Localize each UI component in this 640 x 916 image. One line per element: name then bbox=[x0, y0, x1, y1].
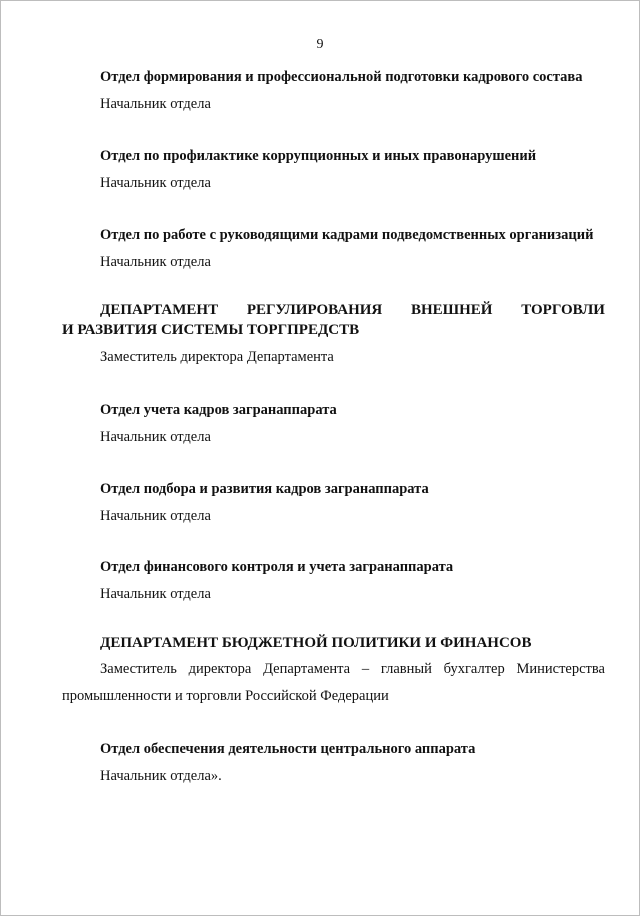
section-position: Начальник отдела bbox=[100, 586, 211, 602]
position-word: Заместитель bbox=[100, 661, 177, 677]
position-word: – bbox=[361, 661, 370, 677]
position-word: главный bbox=[380, 661, 432, 677]
department-title-word: РЕГУЛИРОВАНИЯ bbox=[246, 302, 383, 318]
department-position: Заместитель директора Департамента bbox=[100, 349, 334, 365]
section-heading: Отдел формирования и профессиональной подготовки кадрового состава bbox=[100, 69, 583, 85]
section-position: Начальник отдела bbox=[100, 508, 211, 524]
section-position: Начальник отдела bbox=[100, 175, 211, 191]
section-heading: Отдел подбора и развития кадров загранаппарата bbox=[100, 481, 429, 497]
department-title-line-1 bbox=[100, 302, 605, 319]
section-heading: Отдел по работе с руководящими кадрами подведомственных организаций bbox=[100, 227, 594, 243]
department-title-line-2: И РАЗВИТИЯ СИСТЕМЫ ТОРГПРЕДСТВ bbox=[62, 322, 360, 338]
department-title: ДЕПАРТАМЕНТ БЮДЖЕТНОЙ ПОЛИТИКИ И ФИНАНСОВ bbox=[100, 635, 532, 651]
position-word: директора bbox=[188, 661, 252, 677]
section-heading: Отдел финансового контроля и учета загранаппарата bbox=[100, 559, 454, 575]
department-title-word: ДЕПАРТАМЕНТ bbox=[100, 302, 219, 318]
department-title-word: ВНЕШНЕЙ bbox=[410, 302, 493, 318]
position-word: Министерства bbox=[516, 661, 605, 677]
position-word: бухгалтер bbox=[443, 661, 505, 677]
section-position: Начальник отдела bbox=[100, 96, 211, 112]
section-heading: Отдел учета кадров загранаппарата bbox=[100, 402, 337, 418]
section-heading: Отдел по профилактике коррупционных и иных правонарушений bbox=[100, 148, 537, 164]
page-number: 9 bbox=[316, 37, 324, 52]
department-title-word: ТОРГОВЛИ bbox=[521, 302, 605, 318]
department-position-line-2: промышленности и торговли Российской Федерации bbox=[62, 688, 389, 704]
section-position: Начальник отдела bbox=[100, 254, 211, 270]
position-word: Департамента bbox=[263, 661, 351, 677]
section-position: Начальник отдела». bbox=[100, 768, 222, 784]
section-position: Начальник отдела bbox=[100, 429, 211, 445]
department-position-line-1 bbox=[100, 661, 605, 678]
section-heading: Отдел обеспечения деятельности центрального аппарата bbox=[100, 741, 476, 757]
